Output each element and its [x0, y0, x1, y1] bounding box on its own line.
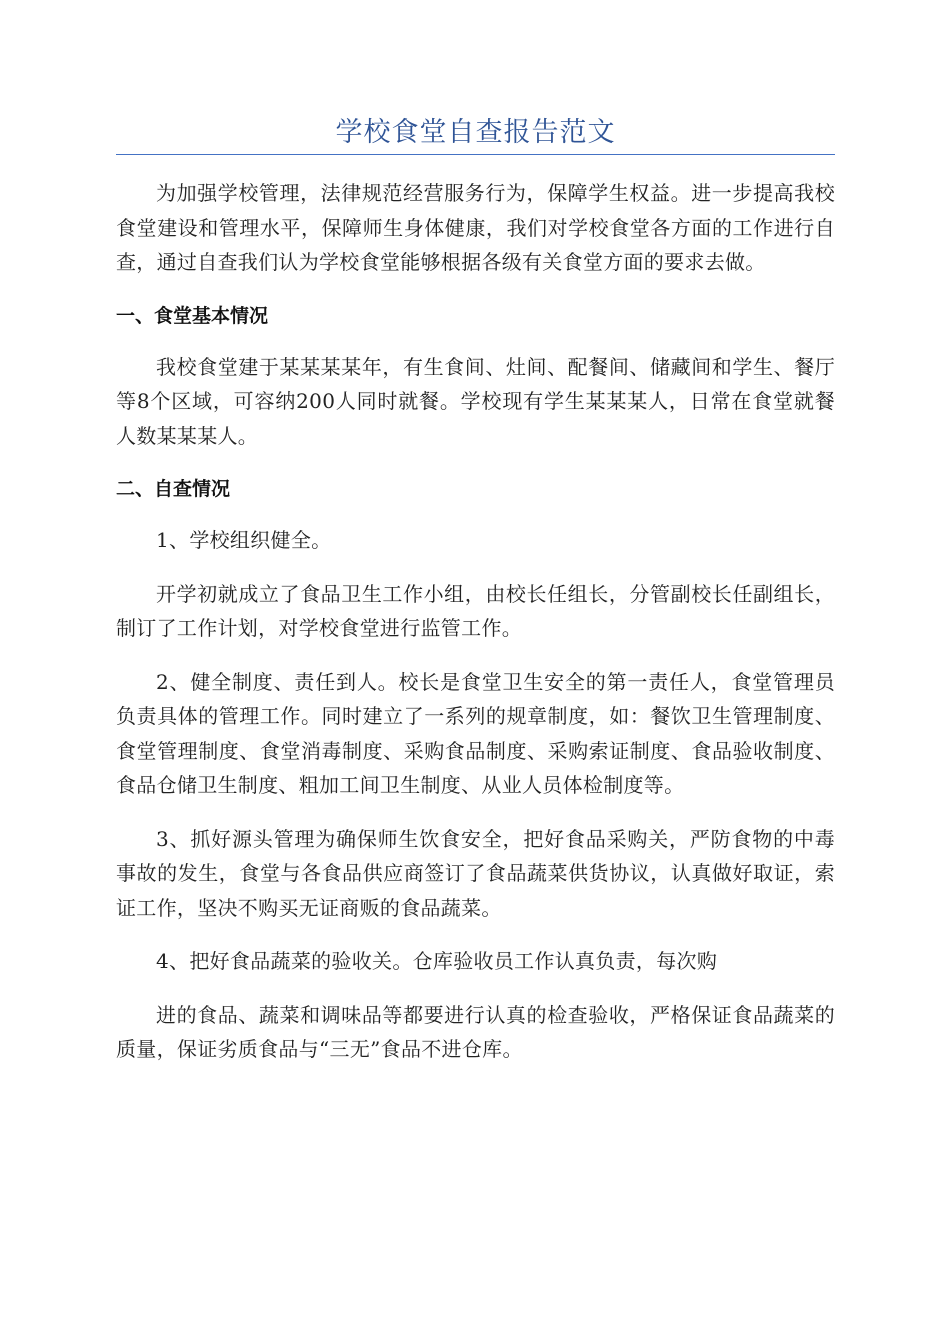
item-4-paragraph: 4、把好食品蔬菜的验收关。仓库验收员工作认真负责，每次购 [156, 949, 718, 973]
document-body [116, 176, 835, 1086]
basic-info-paragraph: 我校食堂建于某某某某年，有生食间、灶间、配餐间、储藏间和学生、餐厅等8个区域，可容纳200人同时就餐。学校现有学生某某某人，日常在食堂就餐人数某某某人。 [116, 354, 835, 448]
item-3-paragraph: 3、抓好源头管理为确保师生饮食安全，把好食品采购关，严防食物的中毒事故的发生，食堂与各食品供应商签订了食品蔬菜供货协议，认真做好取证，索证工作，坚决不购买无证商贩的食品蔬菜。 [116, 826, 835, 920]
item-4-continued-paragraph: 进的食品、蔬菜和调味品等都要进行认真的检查验收，严格保证食品蔬菜的质量，保证劣质食品与“三无”食品不进仓库。 [116, 1002, 835, 1061]
item-1-detail-paragraph: 开学初就成立了食品卫生工作小组，由校长任组长，分管副校长任副组长，制订了工作计划，对学校食堂进行监管工作。 [116, 581, 835, 640]
document-title: 学校食堂自查报告范文 [335, 117, 616, 148]
section-heading-self-check: 二、自查情况 [116, 478, 231, 500]
item-2-paragraph: 2、健全制度、责任到人。校长是食堂卫生安全的第一责任人，食堂管理员负责具体的管理工作。同时建立了一系列的规章制度，如：餐饮卫生管理制度、食堂管理制度、食堂消毒制度、采购食品制度、采购索证制度、食品验收制度、食品仓储卫生制度、粗加工间卫生制度、从业人员体检制度等。 [116, 669, 835, 797]
intro-paragraph: 为加强学校管理，法律规范经营服务行为，保障学生权益。进一步提高我校食堂建设和管理水平，保障师生身体健康，我们对学校食堂各方面的工作进行自查，通过自查我们认为学校食堂能够根据各级有关食堂方面的要求去做。 [116, 181, 835, 274]
item-1-paragraph: 1、学校组织健全。 [156, 528, 332, 552]
section-heading-basic-info: 一、食堂基本情况 [116, 304, 269, 327]
title-underline [116, 154, 835, 155]
